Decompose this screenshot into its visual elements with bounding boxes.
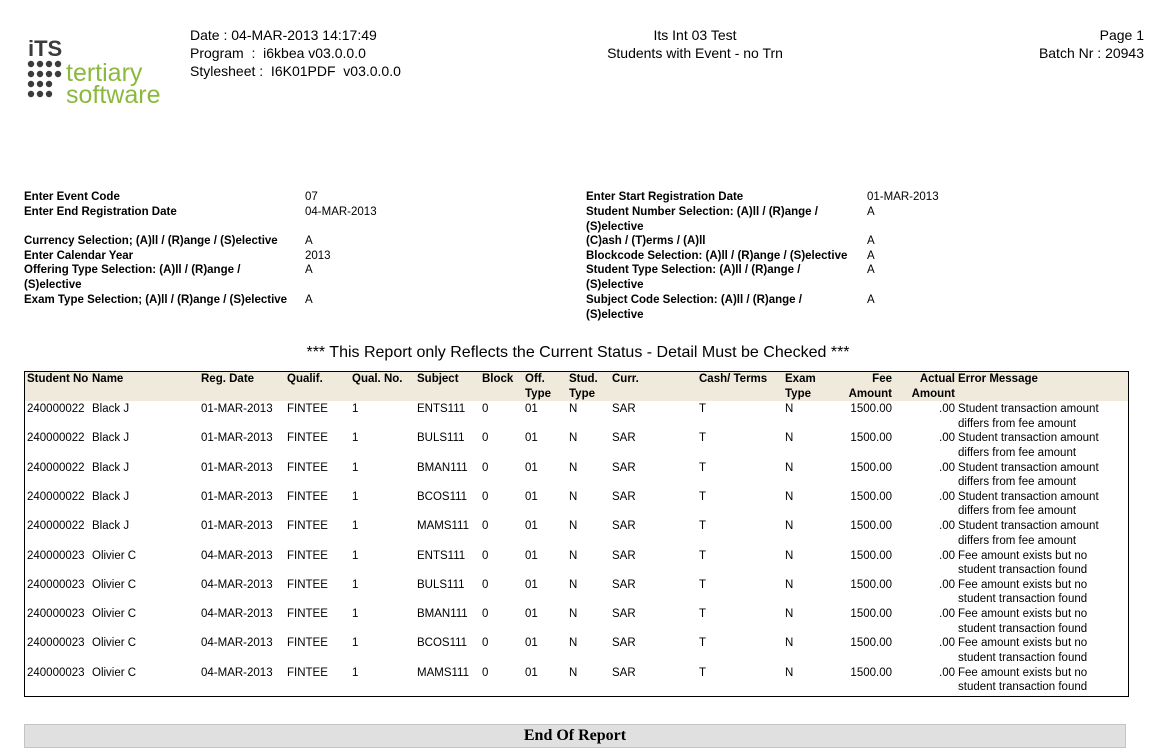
table-cell: 0 bbox=[482, 549, 489, 562]
table-cell: 0 bbox=[482, 490, 489, 503]
table-cell: N bbox=[785, 549, 794, 562]
param-value: A bbox=[867, 206, 875, 218]
table-row bbox=[25, 518, 1128, 547]
table-cell: N bbox=[569, 666, 578, 679]
table-cell: 04-MAR-2013 bbox=[201, 637, 273, 650]
table-cell: 01 bbox=[525, 520, 538, 533]
table-cell: BULS111 bbox=[417, 432, 465, 445]
table-cell: .00 bbox=[939, 403, 955, 415]
table-cell: Olivier C bbox=[92, 666, 137, 679]
table-cell: 1 bbox=[352, 490, 359, 503]
table-cell: N bbox=[569, 403, 578, 415]
table-cell: 1500.00 bbox=[850, 461, 892, 474]
table-cell: 0 bbox=[482, 578, 489, 591]
table-cell: Fee amount exists but no student transaction found bbox=[958, 549, 1088, 576]
table-cell: 01 bbox=[525, 461, 538, 474]
table-cell: FINTEE bbox=[287, 549, 328, 562]
table-row bbox=[25, 401, 1128, 430]
table-cell: 240000023 bbox=[27, 666, 85, 679]
table-cell: N bbox=[785, 608, 794, 621]
table-cell: N bbox=[785, 461, 794, 474]
table-cell: Black J bbox=[92, 403, 130, 415]
table-cell: 0 bbox=[482, 608, 489, 621]
table-cell: 0 bbox=[482, 520, 489, 533]
table-cell: 1500.00 bbox=[850, 520, 892, 533]
table-cell: 01-MAR-2013 bbox=[201, 403, 273, 415]
table-cell: SAR bbox=[612, 432, 636, 445]
svg-text:software: software bbox=[66, 81, 161, 109]
table-cell: 0 bbox=[482, 666, 489, 679]
svg-text:tertiary: tertiary bbox=[66, 59, 143, 87]
table-cell: T bbox=[699, 549, 707, 562]
table-cell: SAR bbox=[612, 403, 636, 415]
param-label: (C)ash / (T)erms / (A)ll bbox=[586, 235, 706, 247]
table-cell: 01 bbox=[525, 549, 538, 562]
batch-number: Batch Nr : 20943 bbox=[1038, 45, 1144, 61]
table-cell: .00 bbox=[939, 666, 955, 679]
table-cell: SAR bbox=[612, 578, 636, 591]
table-cell: FINTEE bbox=[287, 637, 328, 650]
param-label: Enter Calendar Year bbox=[24, 250, 134, 262]
column-header: Block bbox=[482, 373, 514, 385]
table-cell: .00 bbox=[939, 490, 955, 503]
table-cell: SAR bbox=[612, 549, 636, 562]
table-cell: 1 bbox=[352, 432, 359, 445]
param-label: Student Type Selection: (A)ll / (R)ange / (S)elective bbox=[586, 264, 801, 291]
table-cell: 1 bbox=[352, 461, 359, 474]
table-cell: .00 bbox=[939, 608, 955, 621]
table-cell: T bbox=[699, 637, 707, 650]
table-cell: .00 bbox=[939, 432, 955, 445]
table-cell: Olivier C bbox=[92, 637, 137, 650]
table-cell: 1500.00 bbox=[850, 608, 892, 621]
table-cell: 240000022 bbox=[27, 490, 85, 503]
table-cell: BMAN111 bbox=[417, 461, 468, 474]
table-cell: N bbox=[569, 608, 578, 621]
table-cell: Black J bbox=[92, 461, 130, 474]
svg-text:iTS: iTS bbox=[28, 36, 63, 61]
table-cell: MAMS111 bbox=[417, 520, 469, 533]
table-cell: Student transaction amount differs from fee amount bbox=[958, 520, 1099, 547]
table-cell: Olivier C bbox=[92, 608, 137, 621]
table-cell: N bbox=[569, 520, 578, 533]
report-meta bbox=[190, 26, 401, 80]
param-label: Student Number Selection: (A)ll / (R)ange / (S)elective bbox=[586, 206, 818, 233]
column-header: Cash/ Terms bbox=[699, 373, 768, 385]
column-header: Curr. bbox=[612, 373, 639, 385]
column-header: Stud. Type bbox=[569, 373, 598, 400]
table-cell: Student transaction amount differs from fee amount bbox=[958, 403, 1099, 430]
param-value: 01-MAR-2013 bbox=[867, 191, 939, 203]
table-cell: 240000023 bbox=[27, 549, 85, 562]
table-cell: Student transaction amount differs from fee amount bbox=[958, 490, 1099, 518]
table-cell: T bbox=[699, 578, 707, 591]
table-cell: 0 bbox=[482, 637, 489, 650]
table-cell: Olivier C bbox=[92, 549, 137, 562]
table-row bbox=[25, 548, 1128, 577]
table-cell: .00 bbox=[939, 520, 955, 533]
param-value: A bbox=[867, 264, 875, 276]
report-date: Date : 04-MAR-2013 14:17:49 bbox=[190, 27, 377, 43]
table-cell: 04-MAR-2013 bbox=[201, 666, 273, 679]
column-header: Actual Amount bbox=[911, 373, 955, 400]
table-cell: 1500.00 bbox=[850, 432, 892, 445]
table-cell: 240000023 bbox=[27, 578, 85, 591]
results-table bbox=[24, 371, 1129, 697]
table-cell: Olivier C bbox=[92, 578, 137, 591]
table-cell: N bbox=[785, 520, 794, 533]
table-cell: 01-MAR-2013 bbox=[201, 490, 273, 503]
table-cell: N bbox=[785, 578, 794, 591]
param-label: Offering Type Selection: (A)ll / (R)ange / (S)elective bbox=[24, 264, 241, 291]
param-label: Subject Code Selection: (A)ll / (R)ange / (S)elective bbox=[586, 294, 802, 321]
table-cell: 04-MAR-2013 bbox=[201, 578, 273, 591]
table-cell: 240000022 bbox=[27, 403, 85, 415]
table-cell: BCOS111 bbox=[417, 490, 468, 503]
table-cell: 01 bbox=[525, 608, 538, 621]
table-cell: T bbox=[699, 432, 707, 445]
table-row bbox=[25, 489, 1128, 518]
table-cell: 0 bbox=[482, 461, 489, 474]
table-cell: Fee amount exists but no student transaction found bbox=[958, 666, 1088, 694]
param-label: Exam Type Selection; (A)ll / (R)ange / (S)elective bbox=[24, 294, 288, 306]
table-cell: SAR bbox=[612, 461, 636, 474]
table-cell: FINTEE bbox=[287, 461, 328, 474]
table-cell: SAR bbox=[612, 490, 636, 503]
param-label: Enter End Registration Date bbox=[24, 206, 177, 218]
table-cell: 01 bbox=[525, 666, 538, 679]
report-page-info bbox=[1039, 26, 1144, 62]
column-header: Student No bbox=[27, 373, 89, 385]
table-cell: 04-MAR-2013 bbox=[201, 549, 273, 562]
table-cell: N bbox=[785, 637, 794, 650]
table-cell: N bbox=[569, 637, 578, 650]
table-cell: T bbox=[699, 403, 707, 415]
param-label: Enter Event Code bbox=[24, 191, 120, 203]
report-title-line1: Its Int 03 Test bbox=[653, 27, 737, 43]
table-cell: N bbox=[569, 432, 578, 445]
param-value: A bbox=[305, 294, 313, 306]
param-value: A bbox=[305, 235, 313, 247]
table-cell: 240000023 bbox=[27, 608, 85, 621]
table-cell: 01-MAR-2013 bbox=[201, 520, 273, 533]
table-cell: Fee amount exists but no student transaction found bbox=[958, 578, 1088, 606]
table-cell: T bbox=[699, 608, 707, 621]
table-cell: 240000022 bbox=[27, 520, 85, 533]
table-cell: 1500.00 bbox=[850, 666, 892, 679]
table-cell: 240000022 bbox=[27, 461, 85, 474]
column-header: Qualif. bbox=[287, 373, 323, 385]
tertiary-software-logo bbox=[26, 36, 186, 112]
table-cell: 04-MAR-2013 bbox=[201, 608, 273, 621]
report-stylesheet: Stylesheet : I6K01PDF v03.0.0.0 bbox=[190, 63, 401, 79]
table-cell: 01 bbox=[525, 490, 538, 503]
table-row bbox=[25, 460, 1128, 489]
table-cell: Black J bbox=[92, 490, 130, 503]
table-cell: Black J bbox=[92, 432, 130, 445]
table-cell: 01 bbox=[525, 637, 538, 650]
dot-grid-icon bbox=[28, 61, 61, 97]
table-cell: 240000022 bbox=[27, 432, 85, 445]
table-header bbox=[25, 372, 1128, 401]
table-cell: 1500.00 bbox=[850, 578, 892, 591]
table-cell: Student transaction amount differs from fee amount bbox=[958, 461, 1099, 489]
param-value: A bbox=[867, 235, 875, 247]
column-header: Off. Type bbox=[525, 373, 551, 400]
table-cell: T bbox=[699, 490, 707, 503]
table-row bbox=[25, 430, 1128, 459]
table-cell: 240000023 bbox=[27, 637, 85, 650]
table-cell: .00 bbox=[939, 637, 955, 650]
table-cell: N bbox=[569, 461, 578, 474]
param-value: 2013 bbox=[305, 250, 331, 262]
table-cell: 1500.00 bbox=[850, 403, 892, 415]
table-cell: 1 bbox=[352, 578, 359, 591]
table-cell: 1 bbox=[352, 403, 359, 415]
table-cell: SAR bbox=[612, 520, 636, 533]
param-value: A bbox=[867, 294, 875, 306]
report-title bbox=[540, 26, 850, 62]
param-label: Currency Selection; (A)ll / (R)ange / (S)elective bbox=[24, 235, 278, 247]
column-header: Reg. Date bbox=[201, 373, 255, 385]
table-cell: ENTS111 bbox=[417, 549, 466, 562]
table-cell: 0 bbox=[482, 432, 489, 445]
table-cell: SAR bbox=[612, 666, 636, 679]
table-row bbox=[25, 606, 1128, 635]
table-cell: 1 bbox=[352, 520, 359, 533]
status-banner: *** This Report only Reflects the Current Status - Detail Must be Checked *** bbox=[306, 344, 850, 361]
table-cell: Student transaction amount differs from fee amount bbox=[958, 432, 1099, 459]
table-cell: T bbox=[699, 666, 707, 679]
table-cell: SAR bbox=[612, 637, 636, 650]
table-cell: 1 bbox=[352, 608, 359, 621]
table-cell: Fee amount exists but no student transaction found bbox=[958, 608, 1088, 635]
table-cell: T bbox=[699, 461, 707, 474]
column-header: Error Message bbox=[958, 373, 1038, 385]
column-header: Exam Type bbox=[785, 373, 816, 400]
column-header: Subject bbox=[417, 373, 459, 385]
table-cell: 1500.00 bbox=[850, 549, 892, 562]
table-cell: .00 bbox=[939, 461, 955, 474]
table-cell: 1 bbox=[352, 549, 359, 562]
table-cell: N bbox=[785, 490, 794, 503]
table-cell: FINTEE bbox=[287, 403, 328, 415]
param-value: 04-MAR-2013 bbox=[305, 206, 377, 218]
table-cell: 0 bbox=[482, 403, 489, 415]
table-cell: SAR bbox=[612, 608, 636, 621]
table-cell: FINTEE bbox=[287, 520, 328, 533]
table-cell: BCOS111 bbox=[417, 637, 468, 650]
table-cell: FINTEE bbox=[287, 608, 328, 621]
table-cell: MAMS111 bbox=[417, 666, 469, 679]
column-header: Qual. No. bbox=[352, 373, 403, 385]
table-cell: 01-MAR-2013 bbox=[201, 432, 273, 445]
table-cell: .00 bbox=[939, 549, 955, 562]
report-title-line2: Students with Event - no Trn bbox=[607, 45, 783, 61]
param-value: A bbox=[305, 264, 313, 276]
table-cell: 1 bbox=[352, 666, 359, 679]
table-cell: N bbox=[569, 549, 578, 562]
column-header: Fee Amount bbox=[848, 373, 892, 400]
param-label: Blockcode Selection: (A)ll / (R)ange / (S)elective bbox=[586, 250, 848, 262]
table-cell: Fee amount exists but no student transaction found bbox=[958, 637, 1088, 664]
table-cell: BMAN111 bbox=[417, 608, 468, 621]
table-cell: ENTS111 bbox=[417, 403, 466, 415]
table-cell: FINTEE bbox=[287, 432, 328, 445]
table-cell: FINTEE bbox=[287, 490, 328, 503]
table-cell: N bbox=[569, 490, 578, 503]
param-value: A bbox=[867, 250, 875, 262]
table-cell: Black J bbox=[92, 520, 130, 533]
table-cell: .00 bbox=[939, 578, 955, 591]
table-cell: N bbox=[785, 666, 794, 679]
table-cell: 01 bbox=[525, 578, 538, 591]
table-cell: 01 bbox=[525, 432, 538, 445]
table-row bbox=[25, 635, 1128, 664]
table-cell: 01 bbox=[525, 403, 538, 415]
table-cell: 1500.00 bbox=[850, 490, 892, 503]
table-row bbox=[25, 577, 1128, 606]
table-cell: N bbox=[785, 432, 794, 445]
table-cell: T bbox=[699, 520, 707, 533]
table-cell: N bbox=[569, 578, 578, 591]
param-label: Enter Start Registration Date bbox=[586, 191, 744, 203]
table-cell: 01-MAR-2013 bbox=[201, 461, 273, 474]
end-of-report: End Of Report bbox=[24, 724, 1126, 748]
table-cell: FINTEE bbox=[287, 666, 328, 679]
table-cell: N bbox=[785, 403, 794, 415]
table-cell: FINTEE bbox=[287, 578, 328, 591]
table-row bbox=[25, 665, 1128, 694]
column-header: Name bbox=[92, 373, 124, 385]
report-program: Program : i6kbea v03.0.0.0 bbox=[190, 45, 366, 61]
table-cell: 1 bbox=[352, 637, 359, 650]
param-value: 07 bbox=[305, 191, 318, 203]
page-number: Page 1 bbox=[1099, 27, 1144, 43]
table-cell: BULS111 bbox=[417, 578, 465, 591]
table-cell: 1500.00 bbox=[850, 637, 892, 650]
